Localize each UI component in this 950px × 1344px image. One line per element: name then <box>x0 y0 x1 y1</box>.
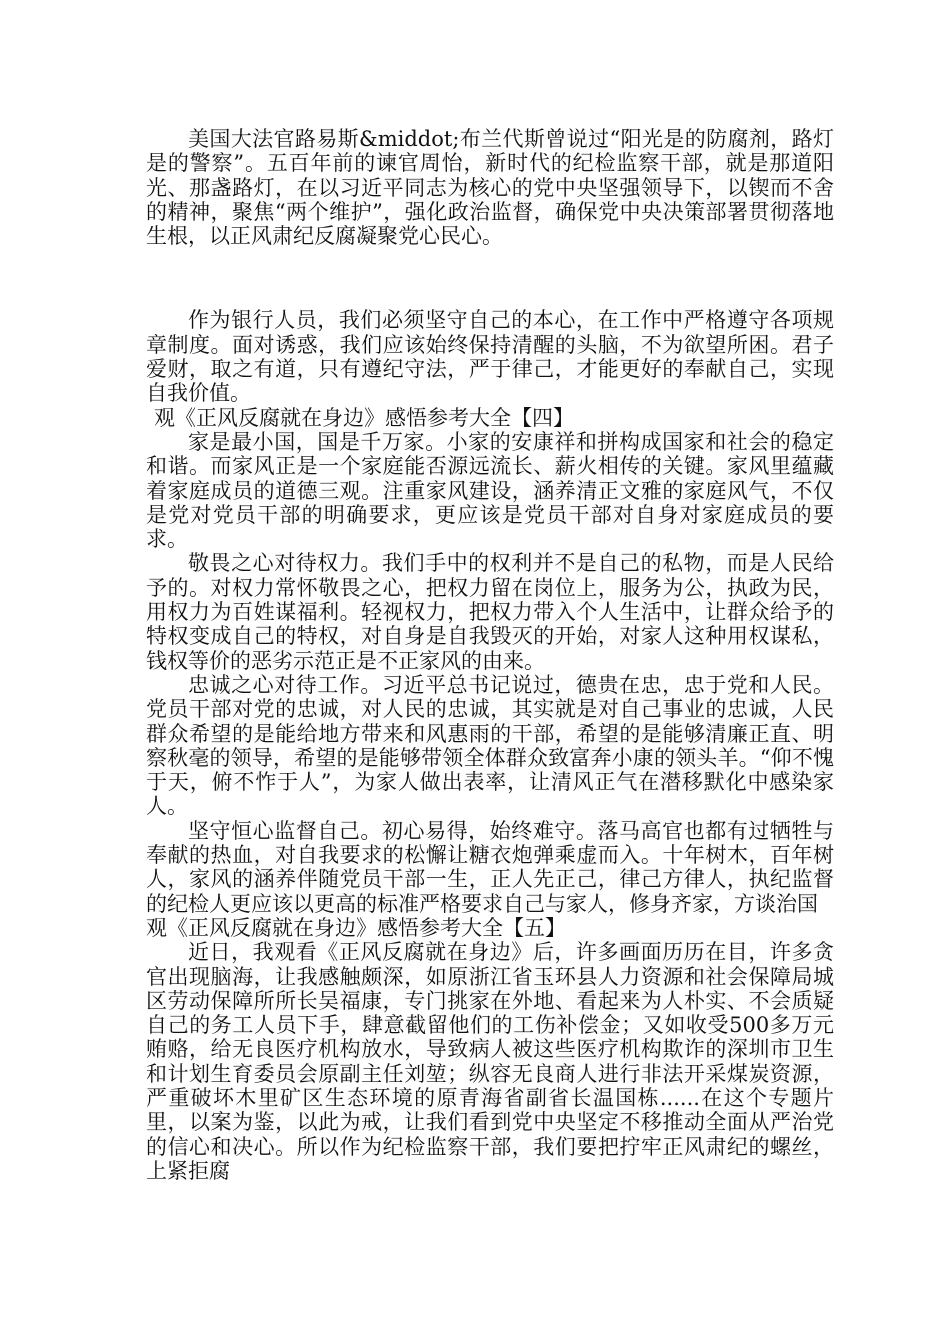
paragraph-family-style: 家是最小国，国是千万家。小家的安康祥和拼构成国家和社会的稳定和谐。而家风正是一个家庭能否源远流长、薪火相传的关键。家风里蕴藏着家庭成员的道德三观。注重家风建设，涵养清正文雅的家庭风气，不仅是党对党员干部的明确要求，更应该是党员干部对自身对家庭成员的要求。 <box>146 429 834 552</box>
paragraph-film-reflection: 近日，我观看《正风反腐就在身边》后，许多画面历历在目，许多贪官出现脑海，让我感触颇深，如原浙江省玉环县人力资源和社会保障局城区劳动保障所所长吴福康，专门挑家在外地、看起来为人朴实、不会质疑自己的务工人员下手，肆意截留他们的工伤补偿金；又如收受500多万元贿赂，给无良医疗机构放水，导致病人被这些医疗机构欺诈的深圳市卫生和计划生育委员会原副主任刘堃；纵容无良商人进行非法开采煤炭资源，严重破坏木里矿区生态环境的原青海省副省长温国栋......在这个专题片里，以案为鉴，以此为戒，让我们看到党中央坚定不移推动全面从严治党的信心和决心。所以作为纪检监察干部，我们要把拧牢正风肃纪的螺丝，上紧拒腐 <box>146 940 834 1183</box>
paragraph-brandeis-quote: 美国大法官路易斯&middot;布兰代斯曾说过“阳光是的防腐剂，路灯是的警察”。五百年前的谏官周怡，新时代的纪检监察干部，就是那道阳光、那盏路灯，在以习近平同志为核心的党中央坚强领导下，以锲而不舍的精神，聚焦“两个维护”，强化政治监督，确保党中央决策部署贯彻落地生根，以正风肃纪反腐凝聚党心民心。 <box>146 127 834 249</box>
section-heading-4: 观《正风反腐就在身边》感悟参考大全【四】 <box>154 405 574 430</box>
section-spacer <box>146 248 834 308</box>
paragraph-loyal-work: 忠诚之心对待工作。习近平总书记说过，德贵在忠，忠于党和人民。党员干部对党的忠诚，对人民的忠诚，其实就是对自己事业的忠诚，人民群众希望的是能给地方带来和风惠雨的干部，希望的是能够清廉正直、明察秋毫的领导，希望的是能够带领全体群众致富奔小康的领头羊。“仰不愧于天，俯不怍于人”，为家人做出表率，让清风正气在潜移默化中感染家人。 <box>146 672 834 819</box>
section-heading-5: 观《正风反腐就在身边》感悟参考大全【五】 <box>146 915 566 940</box>
paragraph-self-supervision: 坚守恒心监督自己。初心易得，始终难守。落马高官也都有过牺牲与奉献的热血，对自我要求的松懈让糖衣炮弹乘虚而入。十年树木，百年树人，家风的涵养伴随党员干部一生，正人先正己，律己方律人，执纪监督的纪检人更应该以更高的标准严格要求自己与家人，修身齐家，方谈治国 <box>146 818 834 916</box>
paragraph-respect-power: 敬畏之心对待权力。我们手中的权利并不是自己的私物，而是人民给予的。对权力常怀敬畏之心，把权力留在岗位上，服务为公，执政为民，用权力为百姓谋福利。轻视权力，把权力带入个人生活中，让群众给予的特权变成自己的特权，对自身是自我毁灭的开始，对家人这种用权谋私，钱权等价的恶劣示范正是不正家风的由来。 <box>146 551 834 673</box>
document-body <box>146 127 834 1183</box>
paragraph-bank-staff: 作为银行人员，我们必须坚守自己的本心，在工作中严格遵守各项规章制度。面对诱惑，我们应该始终保持清醒的头脑，不为欲望所困。君子爱财，取之有道，只有遵纪守法，严于律己，才能更好的奉献自己，实现自我价值。 <box>146 308 834 406</box>
